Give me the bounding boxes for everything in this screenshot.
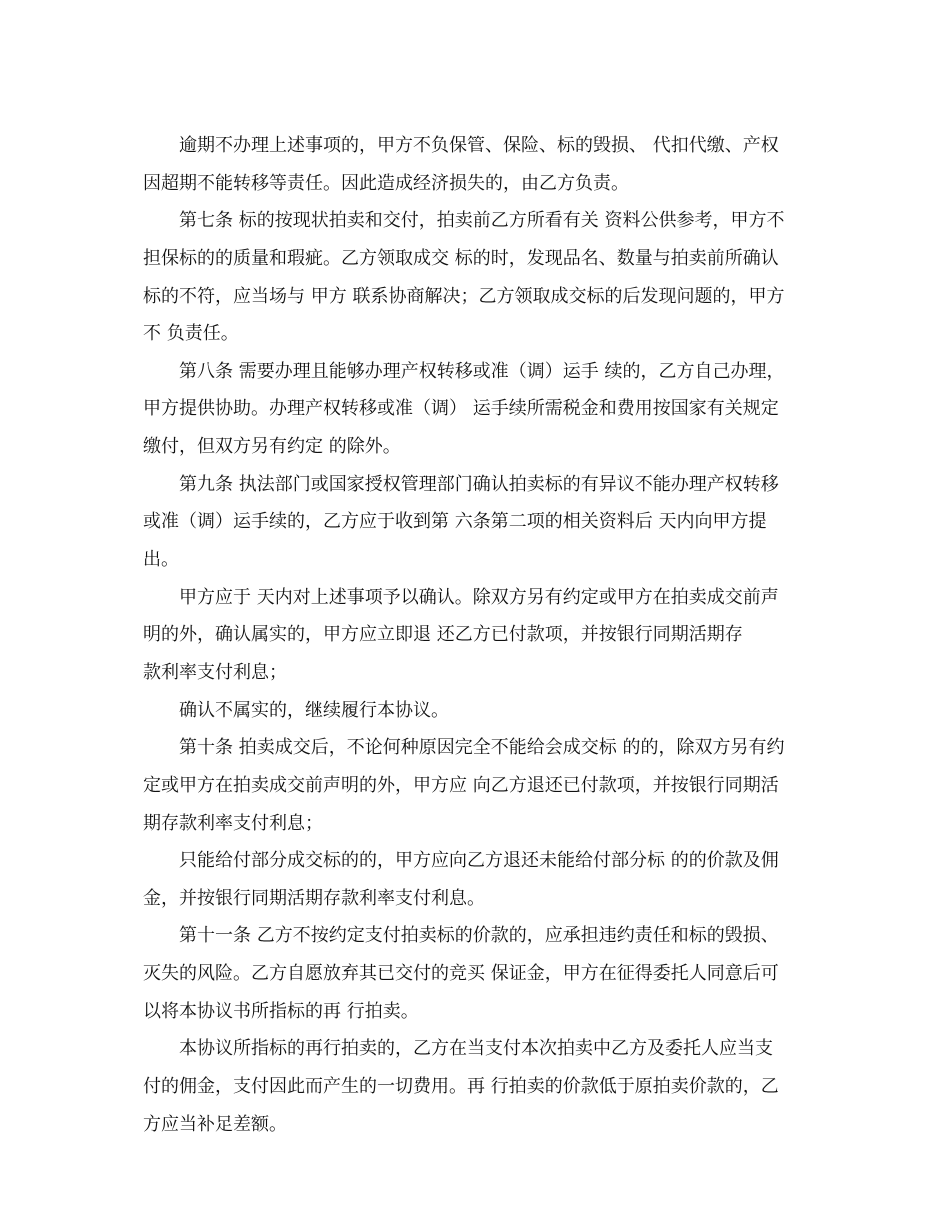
text-line: 标的不符，应当场与 甲方 联系协商解决；乙方领取成交标的后发现问题的，甲方 — [143, 285, 785, 307]
text-line: 出。 — [143, 549, 179, 571]
text-line: 方应当补足差额。 — [143, 1113, 287, 1135]
text-line: 金，并按银行同期活期存款利率支付利息。 — [143, 887, 485, 909]
text-line: 付的佣金，支付因此而产生的一切费用。再 行拍卖的价款低于原拍卖价款的，乙 — [143, 1076, 779, 1098]
text-line: 第十条 拍卖成交后，不论何种原因完全不能给会成交标 的的，除双方另有约 — [179, 737, 785, 759]
text-line: 担保标的的质量和瑕疵。乙方领取成交 标的时，发现品名、数量与拍卖前所确认 — [143, 247, 779, 269]
text-line: 或准（调）运手续的，乙方应于收到第 六条第二项的相关资料后 天内向甲方提 — [143, 511, 767, 533]
text-line: 第八条 需要办理且能够办理产权转移或准（调）运手 续的，乙方自己办理， — [179, 360, 785, 382]
text-line: 明的外，确认属实的，甲方应立即退 还乙方已付款项，并按银行同期活期存 — [143, 624, 743, 646]
text-line: 款利率支付利息； — [143, 661, 287, 683]
text-line: 以将本协议书所指标的再 行拍卖。 — [143, 1000, 419, 1022]
text-line: 不 负责任。 — [143, 323, 239, 345]
text-line: 甲方提供协助。办理产权转移或准（调） 运手续所需税金和费用按国家有关规定 — [143, 398, 779, 420]
text-line: 期存款利率支付利息； — [143, 812, 323, 834]
text-line: 确认不属实的，继续履行本协议。 — [179, 699, 449, 721]
text-line: 灭失的风险。乙方自愿放弃其已交付的竞买 保证金，甲方在征得委托人同意后可 — [143, 963, 779, 985]
text-line: 定或甲方在拍卖成交前声明的外，甲方应 向乙方退还已付款项，并按银行同期活 — [143, 774, 779, 796]
text-line: 第十一条 乙方不按约定支付拍卖标的价款的，应承担违约责任和标的毁损、 — [179, 925, 779, 947]
text-line: 只能给付部分成交标的的，甲方应向乙方退还未能给付部分标 的的价款及佣 — [179, 850, 779, 872]
text-line: 第九条 执法部门或国家授权管理部门确认拍卖标的有异议不能办理产权转移 — [179, 473, 779, 495]
text-line: 第七条 标的按现状拍卖和交付，拍卖前乙方所看有关 资料公供参考，甲方不 — [179, 210, 785, 232]
text-line: 本协议所指标的再行拍卖的，乙方在当支付本次拍卖中乙方及委托人应当支 — [179, 1038, 773, 1060]
text-line: 缴付，但双方另有约定 的除外。 — [143, 436, 401, 458]
text-line: 甲方应于 天内对上述事项予以确认。除双方另有约定或甲方在拍卖成交前声 — [179, 586, 779, 608]
text-line: 逾期不办理上述事项的，甲方不负保管、保险、标的毁损、 代扣代缴、产权 — [179, 135, 779, 156]
document-body — [143, 127, 807, 1143]
text-line: 因超期不能转移等责任。因此造成经济损失的，由乙方负责。 — [143, 172, 629, 194]
